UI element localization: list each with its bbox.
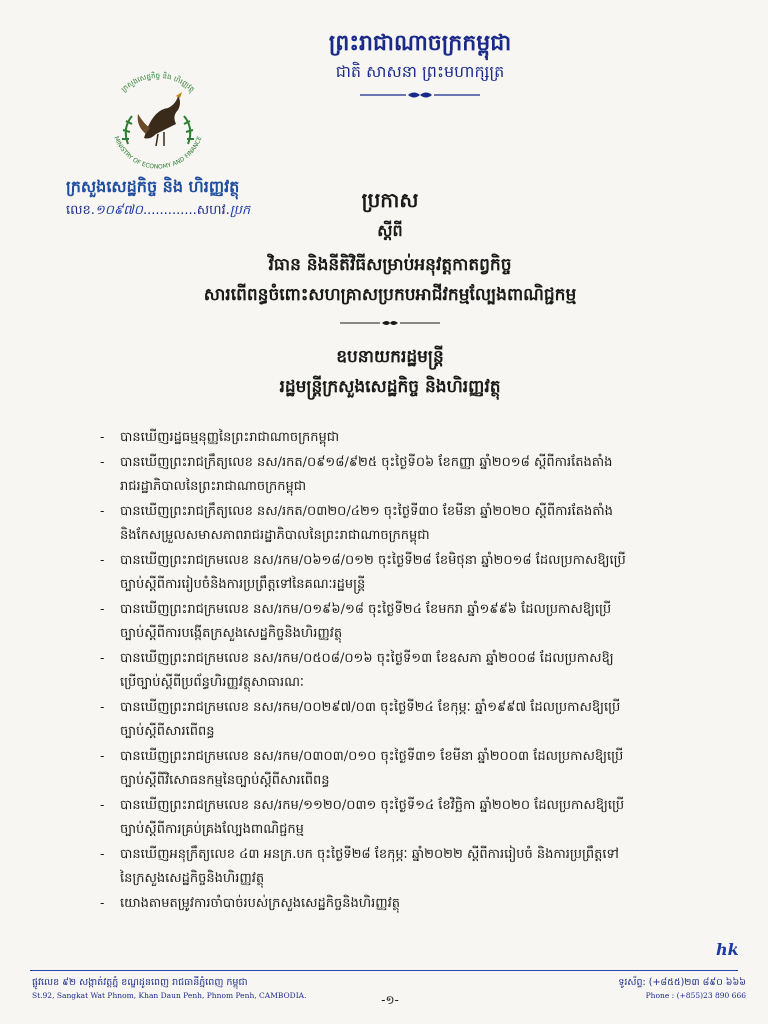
seal-en-text: MINISTRY OF ECONOMY AND FINANCE — [112, 135, 204, 171]
preamble-line: ច្បាប់ស្តីពីការគ្រប់គ្រងល្បែងពាណិជ្ជកម្ម — [120, 822, 304, 837]
list-item — [96, 745, 716, 794]
ministry-name: ក្រសួងសេដ្ឋកិច្ច និង ហិរញ្ញវត្ថុ — [66, 177, 240, 196]
footer-address — [32, 976, 332, 1002]
preamble-list — [96, 426, 716, 916]
issuer-title: ឧបនាយករដ្ឋមន្ត្រី — [336, 347, 444, 367]
list-item — [96, 892, 716, 917]
preamble-line: យោងតាមតម្រូវការចាំបាច់របស់ក្រសួងសេដ្ឋកិច្ចនិងហិរញ្ញវត្ថុ — [120, 895, 401, 911]
preamble-line: ច្បាប់ស្តីពីការរៀបចំនិងការប្រព្រឹត្តទៅនៃគណៈរដ្ឋមន្ត្រី — [120, 577, 366, 592]
ornament-divider-icon — [360, 90, 480, 100]
kingdom-title: ព្រះរាជាណាចក្រកម្ពុជា — [328, 30, 512, 56]
svg-text:ក្រសួងសេដ្ឋកិច្ច និង ហិរញ្ញវត្ — [120, 71, 196, 95]
ministry-seal-icon — [92, 64, 224, 174]
ref-number: ១០៩៧០ — [94, 203, 144, 218]
list-item — [96, 647, 716, 696]
preamble-line: រាជរដ្ឋាភិបាលនៃព្រះរាជាណាចក្រកម្ពុជា — [120, 479, 307, 494]
document-about: ស្តីពី — [377, 221, 403, 240]
preamble-line: បានឃើញអនុក្រឹត្យលេខ ៤៣ អនក្រ.បក ចុះថ្ងៃទី២៨ ខែកុម្ភៈ ឆ្នាំ២០២២ ស្តីពីការរៀបចំ និងការប្រព្រឹត្តទៅ — [120, 846, 619, 862]
footer-phone — [566, 976, 746, 1002]
preamble-line: និងកែសម្រួលសមាសភាពរាជរដ្ឋាភិបាលនៃព្រះរាជាណាចក្រកម្ពុជា — [120, 528, 430, 543]
page-number: -១- — [381, 993, 399, 1007]
ref-handwritten: ប្រក — [229, 203, 251, 218]
bullet-dash: - — [100, 503, 105, 519]
list-item — [96, 451, 716, 500]
address-en: St.92, Sangkat Wat Phnom, Khan Daun Penh, Phnom Penh, CAMBODIA. — [32, 991, 307, 1000]
list-item — [96, 696, 716, 745]
preamble-line: បានឃើញព្រះរាជក្រមលេខ នស/រកម/០០២៩៧/០៣ ចុះថ្ងៃទី២៤ ខែកុម្ភៈ ឆ្នាំ១៩៩៧ ដែលប្រកាសឱ្យប្រើ — [120, 699, 621, 715]
preamble-line: ច្បាប់ស្តីពីវិសោធនកម្មនៃច្បាប់ស្តីពីសារពើពន្ធ — [120, 773, 330, 788]
ref-suffix: សហវ. — [196, 203, 230, 218]
preamble-line: បានឃើញព្រះរាជក្រមលេខ នស/រកម/០៦១៨/០១២ ចុះថ្ងៃទី២៨ ខែមិថុនា ឆ្នាំ២០១៨ ដែលប្រកាសឱ្យប្រើ — [120, 552, 626, 568]
bullet-dash: - — [100, 797, 105, 813]
list-item — [96, 549, 716, 598]
list-item — [96, 598, 716, 647]
preamble-line: ច្បាប់ស្តីពីសារពើពន្ធ — [120, 724, 215, 739]
kingdom-header — [260, 28, 580, 104]
ornament-divider-icon — [340, 318, 440, 328]
subject-line-1: វិធាន និងនីតិវិធីសម្រាប់អនុវត្តកាតព្វកិច្ច — [268, 255, 512, 275]
preamble-line: ប្រើច្បាប់ស្តីពីប្រព័ន្ធហិរញ្ញវត្ថុសាធារណៈ — [120, 675, 304, 690]
list-item — [96, 843, 716, 892]
preamble-line: បានឃើញព្រះរាជក្រមលេខ នស/រកម/០៥០៨/០១៦ ចុះថ្ងៃទី១៣ ខែឧសភា ឆ្នាំ២០០៨ ដែលប្រកាសឱ្យ — [120, 650, 614, 666]
national-motto: ជាតិ សាសនា ព្រះមហាក្សត្រ — [335, 62, 505, 81]
bullet-dash: - — [100, 454, 105, 470]
bullet-dash: - — [100, 846, 105, 862]
bullet-dash: - — [100, 650, 105, 666]
list-item — [96, 794, 716, 843]
document-type: ប្រកាស — [361, 188, 419, 212]
preamble-line: បានឃើញព្រះរាជក្រឹត្យលេខ នស/រកត/០៣២០/៤២១ ចុះថ្ងៃទី៣០ ខែមីនា ឆ្នាំ២០២០ ស្តីពីការតែងតាំង — [120, 503, 613, 519]
preamble-line: បានឃើញរដ្ឋធម្មនុញ្ញនៃព្រះរាជាណាចក្រកម្ពុជា — [120, 430, 340, 445]
bullet-dash: - — [100, 699, 105, 715]
preamble-line: បានឃើញព្រះរាជក្រឹត្យលេខ នស/រកត/០៩១៨/៩២៥ ចុះថ្ងៃទី០៦ ខែកញ្ញា ឆ្នាំ២០១៨ ស្តីពីការតែងតាំង — [120, 454, 613, 470]
phone-kh: ទូរស័ព្ទ: (+៨៥៥)២៣ ៨៩០ ៦៦៦ — [618, 977, 746, 988]
bullet-dash: - — [100, 552, 105, 568]
preamble-line: បានឃើញព្រះរាជក្រមលេខ នស/រកម/០១៩៦/១៨ ចុះថ្ងៃទី២៤ ខែមករា ឆ្នាំ១៩៩៦ ដែលប្រកាសឱ្យប្រើ — [120, 601, 612, 617]
bullet-dash: - — [100, 430, 105, 445]
issuer-office: រដ្ឋមន្ត្រីក្រសួងសេដ្ឋកិច្ច និងហិរញ្ញវត្ថុ — [279, 377, 501, 397]
initials-mark: hk — [716, 940, 739, 959]
footer-divider — [30, 970, 738, 971]
bullet-dash: - — [100, 895, 105, 911]
seal-kh-text: ក្រសួងសេដ្ឋកិច្ច និង ហិរញ្ញវត្ថុ — [119, 71, 197, 94]
phone-en: Phone : (+855)23 890 666 — [645, 991, 746, 1000]
list-item — [96, 500, 716, 549]
preamble-line: បានឃើញព្រះរាជក្រមលេខ នស/រកម/១១២០/០៣១ ចុះថ្ងៃទី១៤ ខែវិច្ឆិកា ឆ្នាំ២០២០ ដែលប្រកាសឱ្យប្រើ — [120, 797, 625, 813]
ref-dots: ............. — [143, 203, 197, 218]
list-item — [96, 426, 716, 451]
preamble-line: ច្បាប់ស្តីពីការបង្កើតក្រសួងសេដ្ឋកិច្ចនិងហិរញ្ញវត្ថុ — [120, 626, 343, 641]
subject-line-2: សារពើពន្ធចំពោះសហគ្រាសប្រកបអាជីវកម្មល្បែងពាណិជ្ជកម្ម — [203, 285, 577, 305]
address-kh: ផ្លូវលេខ ៩២ សង្កាត់វត្តភ្នំ ខណ្ឌដូនពេញ រាជធានីភ្នំពេញ កម្ពុជា — [32, 977, 248, 988]
bullet-dash: - — [100, 601, 105, 617]
preamble-line: នៃក្រសួងសេដ្ឋកិច្ចនិងហិរញ្ញវត្ថុ — [120, 871, 265, 886]
document-title-block — [150, 186, 630, 400]
ref-label: លេខ. — [66, 203, 95, 218]
bullet-dash: - — [100, 748, 105, 764]
preamble-line: បានឃើញព្រះរាជក្រមលេខ នស/រកម/០៣០៣/០១០ ចុះថ្ងៃទី៣១ ខែមីនា ឆ្នាំ២០០៣ ដែលប្រកាសឱ្យប្រើ — [120, 748, 624, 764]
